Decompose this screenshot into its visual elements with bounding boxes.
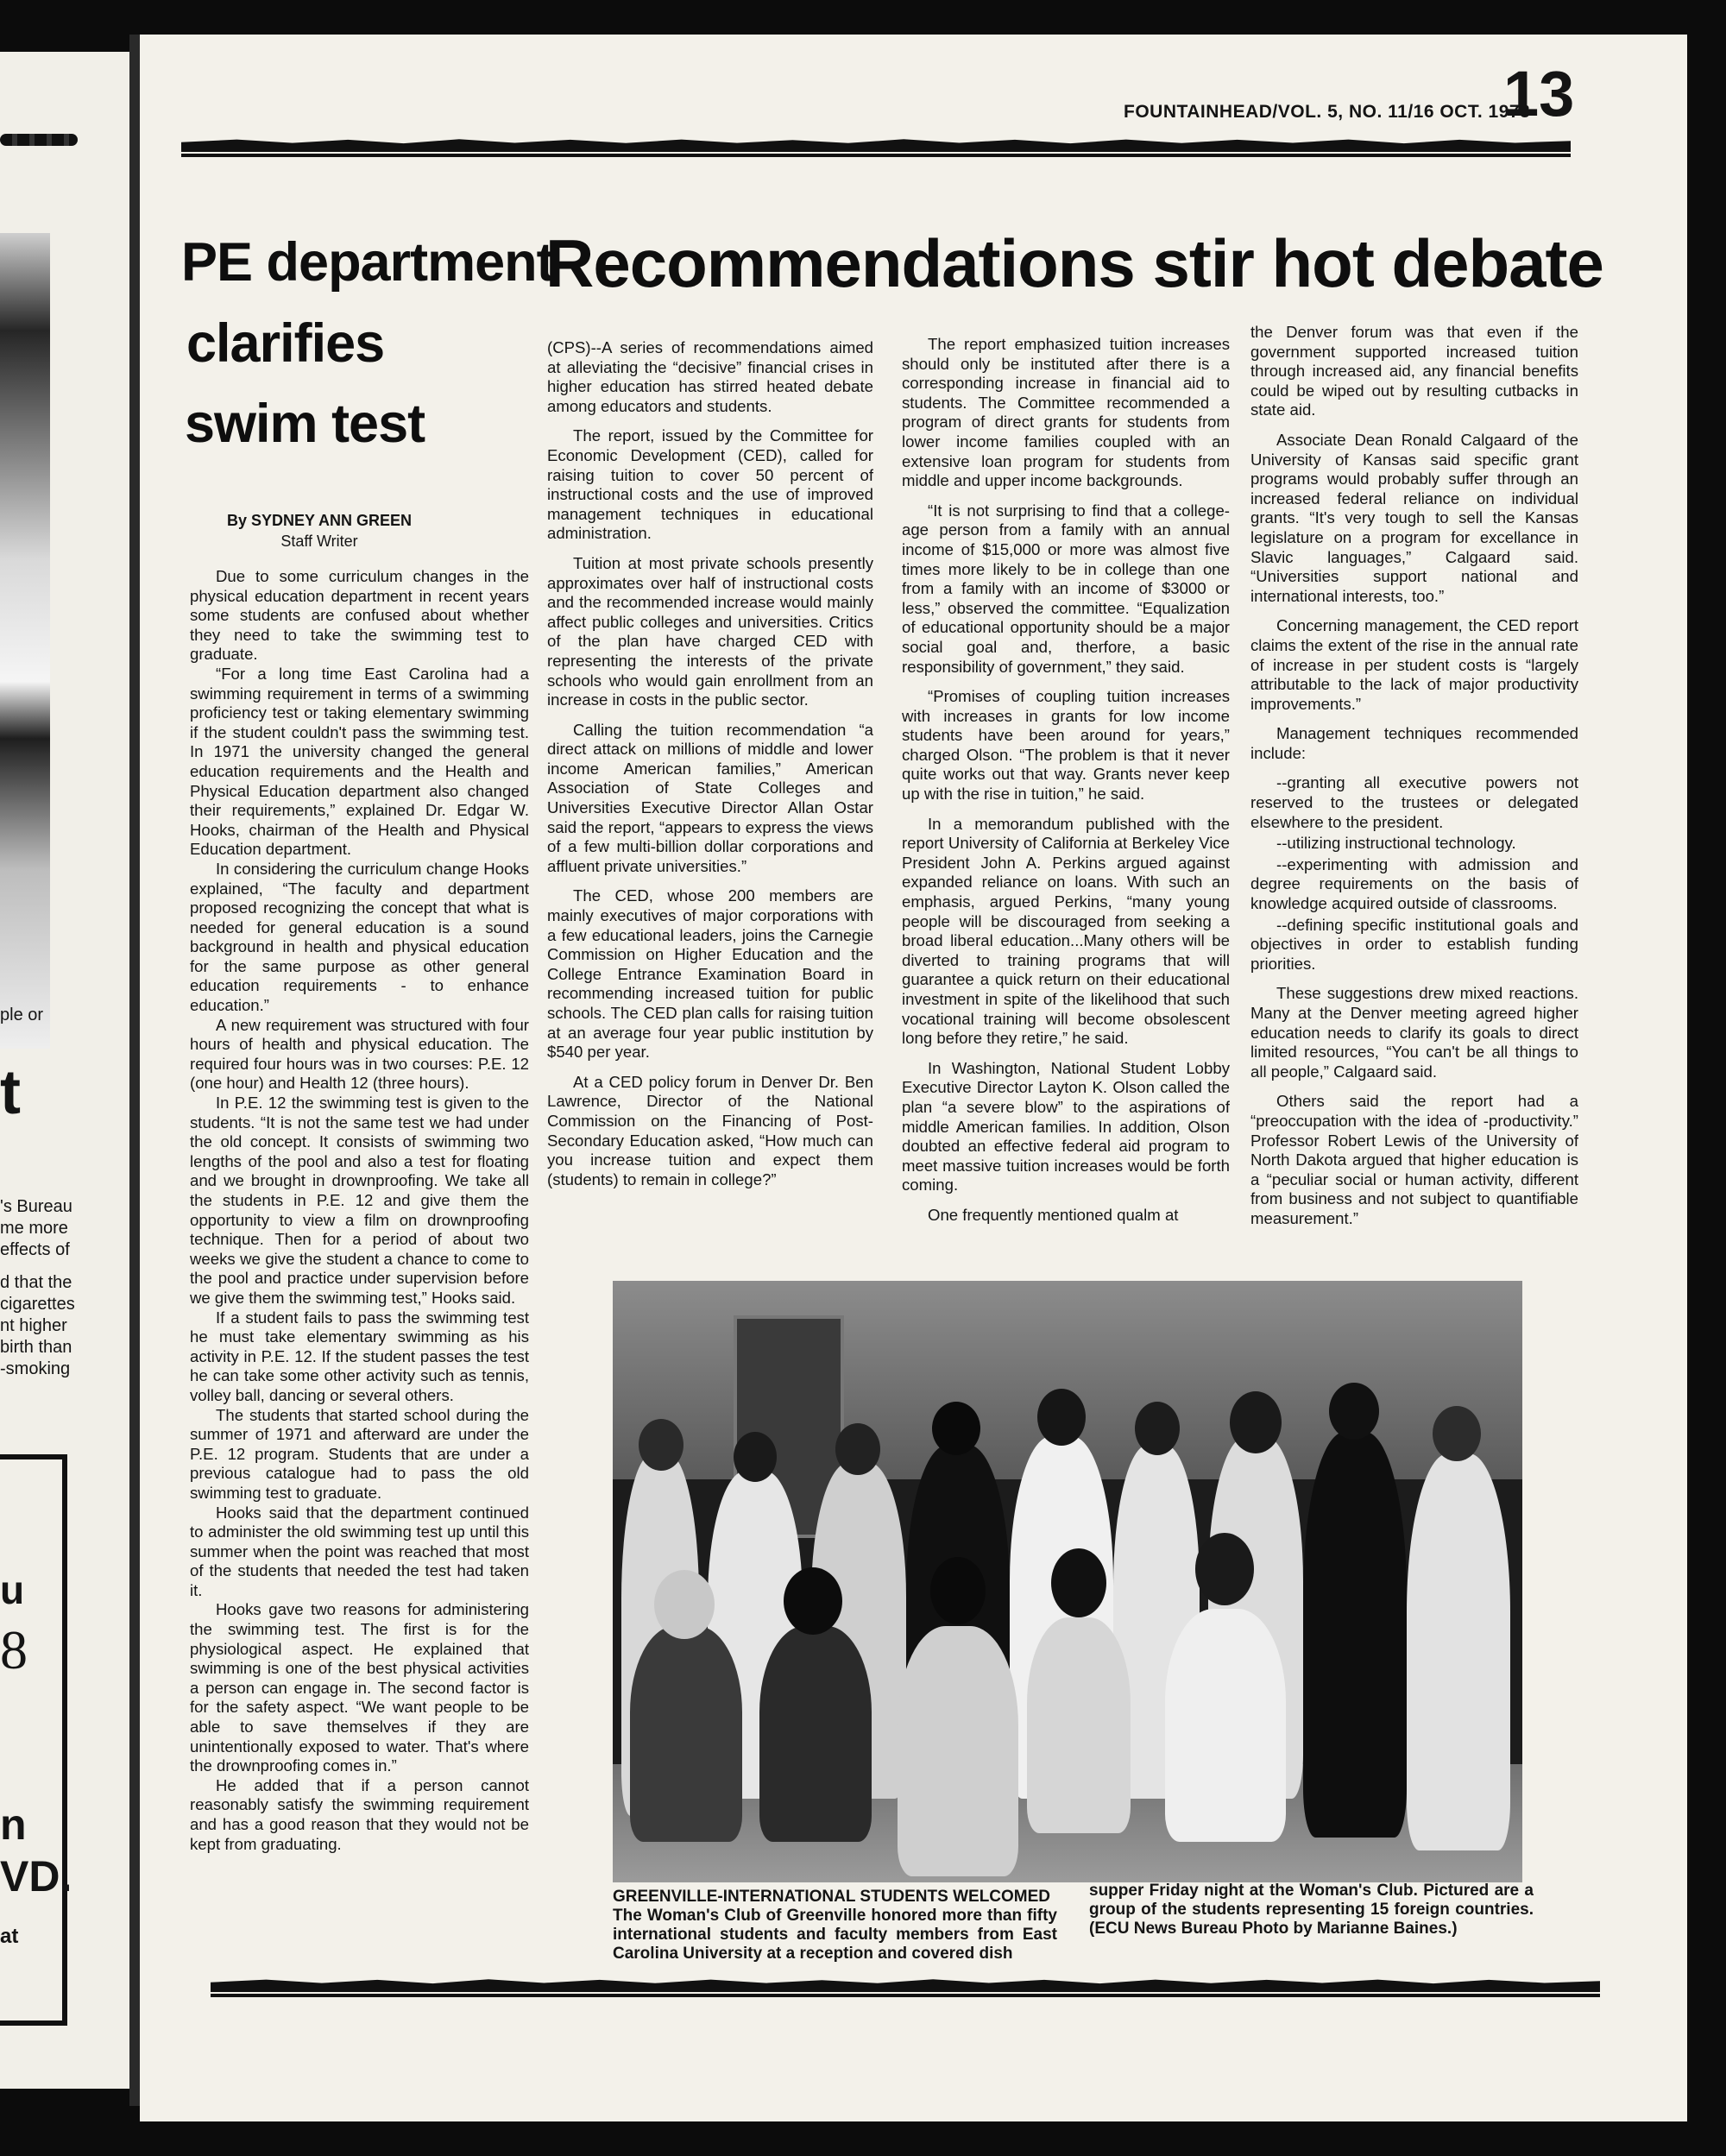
rec-paragraph: Tuition at most private schools presently approximates over half of instructional costs and the recommended increase would mainly affect public colleges and universities. Critics of the plan have charged CED with representing the interests of the private schools who would gain enrollment from an increase in costs in the public sector. xyxy=(547,553,873,709)
pe-paragraph: “For a long time East Carolina had a swimming requirement in terms of a swimming proficiency test or taking elementary swimming if the student couldn't pass the swimming test. In 1971 the university changed the general education requirements and the Health and Physical Education department also changed their requirements,” explained Dr. Edgar W. Hooks, chairman of the Health and Physical Education department. xyxy=(190,664,529,859)
pe-byline: By SYDNEY ANN GREEN xyxy=(226,512,413,529)
pe-paragraph: If a student fails to pass the swimming test he must take elementary swimming as his activity in P.E. 12. If the student passes the test he can take some other activity such as tennis, volley ball, dancing or several others. xyxy=(190,1308,529,1404)
left-fragment: effects of xyxy=(0,1240,70,1259)
rec-paragraph: In Washington, National Student Lobby Executive Director Layton K. Olson called the plan “a severe blow” to the aspirations of middle American families. In addition, Olson doubted an effective federal aid program to meet massive tuition increases would be forth coming. xyxy=(902,1058,1230,1195)
pe-paragraph: In considering the curriculum change Hooks explained, “The faculty and department proposed recognizing the concept that what is needed for general education is a sound background in health and physical education for the same purpose as other general education requirements - to enhance education.” xyxy=(190,859,529,1015)
rec-paragraph: The CED, whose 200 members are mainly executives of major corporations with a few educational leaders, joins the Carnegie Commission on Higher Education and the College Entrance Examination Board in recommending increased tuition for public schools. The CED plan calls for raising tuition at an average four year public institution by $540 per year. xyxy=(547,886,873,1062)
left-fragment: t xyxy=(0,1058,21,1127)
pe-paragraph: Due to some curriculum changes in the physical education department in recent years some students are confused about whether they need to take the swimming test to graduate. xyxy=(190,567,529,664)
rec-paragraph: The report emphasized tuition increases should only be instituted after there is a corresponding increase in financial aid to students. The Committee recommended a program of direct grants for students from lower income families coupled with an extensive loan program for students from middle and upper income backgrounds. xyxy=(902,335,1230,490)
rec-paragraph: Management techniques recommended include: xyxy=(1250,724,1578,762)
pe-paragraph: Hooks gave two reasons for administering the swimming test. The first is for the physiological aspect. He explained that swimming is one of the best physical activities a person can engage in. The second factor is for the safety aspect. “We want people to be able to save themselves if they are unintentionally exposed to water. That's where the drownproofing comes in.” xyxy=(190,1600,529,1775)
rec-article-column-1 xyxy=(547,338,873,1236)
left-fragment: at xyxy=(0,1925,19,1948)
rec-paragraph: “It is not surprising to find that a college-age person from a family with an annual income of $15,000 or more was almost five times more likely to be in college than one from a family with an income of $3000 or less,” observed the committee. “Equalization of educational opportunity should be a major social goal and, therfore, a basic responsibility of government,” they said. xyxy=(902,501,1230,676)
left-fragment: -smoking xyxy=(0,1359,71,1378)
left-fragment: VD. xyxy=(0,1852,72,1901)
left-fragment: birth than xyxy=(0,1338,72,1357)
rec-paragraph: Concerning management, the CED report claims the extent of the rise in the annual rate of increase in per student costs is “largely attributable to the lack of major productivity improvements.” xyxy=(1250,616,1578,713)
left-page-photo xyxy=(0,233,50,1049)
pe-byline-role: Staff Writer xyxy=(280,533,358,550)
pe-paragraph: Hooks said that the department continued to administer the old swimming test up until this summer when the point was reached that most of the students that needed the test had taken it. xyxy=(190,1503,529,1599)
left-fragment: nt higher xyxy=(0,1316,67,1335)
photo-caption-right: supper Friday night at the Woman's Club. Pictured are a group of the students representing 15 foreign countries. (ECU News Bureau Photo by Marianne Baines.) xyxy=(1089,1882,1534,1938)
pe-headline-line-2: clarifies xyxy=(186,313,385,374)
students-group-photo xyxy=(613,1281,1522,1882)
rec-paragraph: One frequently mentioned qualm at xyxy=(928,1205,1179,1224)
left-fragment: n xyxy=(0,1800,27,1849)
header-rule-solid xyxy=(181,154,1571,157)
rec-paragraph: At a CED policy forum in Denver Dr. Ben Lawrence, Director of the National Commission on the Financing of Post-Secondary Education asked, “How much can you increase tuition and expect them (students) to remain in college?” xyxy=(547,1072,873,1188)
footer-rule xyxy=(211,1978,1600,1992)
rec-paragraph: --granting all executive powers not reserved to the trustees or delegated elsewhere to the president. xyxy=(1250,773,1578,831)
rec-paragraph: Associate Dean Ronald Calgaard of the University of Kansas said specific grant programs would probably suffer through an increased federal reliance on individual grants. “It's very tough to sell the Kansas legislature on a program for excellance in Slavic languages,” Calgaard said. “Universities support national and international interests, too.” xyxy=(1250,430,1578,605)
left-fragment: u xyxy=(0,1567,25,1612)
newspaper-page xyxy=(140,35,1687,2121)
rec-paragraph: In a memorandum published with the report University of California at Berkeley Vice President John A. Perkins argued against expanded reliance on loans. With such an emphasis, argued Perkins, “many young people will be discouraged from seeking a broad liberal education...Many others will be diverted to training programs that will guarantee a quick return on their educational investment in spite of the likelihood that such vocational training will become obsolescent long before they retire,” he said. xyxy=(902,814,1230,1048)
left-fragment: cigarettes xyxy=(0,1295,75,1314)
rec-paragraph: --experimenting with admission and degree requirements on the basis of knowledge acquired outside of classrooms. xyxy=(1250,854,1578,913)
rec-paragraph: “Promises of coupling tuition increases with increases in grants for low income students have been around for years,” charged Olson. “The problem is that it never quite works out that way. Grants never keep up with the rise in tuition,” he said. xyxy=(902,687,1230,804)
rec-headline: Recommendations stir hot debate xyxy=(545,225,1603,301)
left-fragment: me more xyxy=(0,1219,68,1238)
rec-paragraph: The report, issued by the Committee for Economic Development (CED), called for raising tuition to cover 50 percent of instructional costs and the use of improved management techniques in educational administration. xyxy=(547,426,873,543)
pe-paragraph: He added that if a person cannot reasonably satisfy the swimming requirement and has a good reason that they would not be kept from graduating. xyxy=(190,1775,529,1853)
pe-paragraph: The students that started school during the summer of 1971 and afterward are under the P.E. 12 program. Students that are under a previous catalogue had to pass the old swimming test to graduate. xyxy=(190,1405,529,1502)
photo-caption-left xyxy=(613,1888,1057,1964)
rec-paragraph: (CPS)--A series of recommendations aimed at alleviating the “decisive” financial crises in higher education has stirred heated debate among educators and students. xyxy=(547,338,873,415)
pe-headline-line-3: swim test xyxy=(185,394,425,454)
publication-line: FOUNTAINHEAD/VOL. 5, NO. 11/16 OCT. 1973 xyxy=(1124,102,1531,122)
pe-article-column xyxy=(190,567,529,1854)
pe-headline-line-1: PE department xyxy=(181,232,554,293)
photo-caption-title: GREENVILLE-INTERNATIONAL STUDENTS WELCOMED xyxy=(613,1888,1051,1906)
photo-caption-body: The Woman's Club of Greenville honored more than fifty international students and faculty members from East Carolina University at a reception and covered dish xyxy=(613,1907,1057,1963)
page-number: 13 xyxy=(1503,58,1575,129)
left-fragment: 8 xyxy=(0,1619,28,1680)
left-fragment: ple or xyxy=(0,1006,44,1024)
rec-paragraph: These suggestions drew mixed reactions. Many at the Denver meeting agreed higher education needs to clarify its goals to direct limited resources, “You can't be all things to all people,” Calgaard said. xyxy=(1250,984,1578,1081)
rec-paragraph: --defining specific institutional goals and objectives in order to establish funding priorities. xyxy=(1250,915,1578,973)
left-fragment: 's Bureau xyxy=(0,1197,72,1216)
rec-paragraph: Others said the report had a “preoccupation with the idea of -productivity.” Professor Robert Lewis of the University of North Dakota argued that higher education is a “peculiar social or human activity, different from business and not subject to quantifiable measurement.” xyxy=(1250,1092,1578,1227)
left-fragment: d that the xyxy=(0,1273,72,1292)
footer-rule-solid xyxy=(211,1994,1600,1997)
header-rule xyxy=(181,138,1571,152)
page-gutter xyxy=(129,35,140,2106)
pe-paragraph: A new requirement was structured with four hours of health and physical education. The required four hours was in two courses: P.E. 12 (one hour) and Health 12 (three hours). xyxy=(190,1015,529,1093)
rec-paragraph: --utilizing instructional technology. xyxy=(1276,834,1516,853)
rec-article-column-3 xyxy=(1250,323,1578,1239)
pe-paragraph: In P.E. 12 the swimming test is given to the students. “It is not the same test we had under the old concept. It consists of swimming two lengths of the pool and also a test for floating and we brought in drownproofing. We take all the students in P.E. 12 and give them the opportunity to view a film on drownproofing technique. Then for a period of about two weeks we give the student a chance to come to the pool and practice under supervision before we give them the swimming test,” Hooks said. xyxy=(190,1094,529,1307)
left-page-rule xyxy=(0,134,78,146)
left-page-fragment xyxy=(0,52,129,2089)
rec-article-column-2 xyxy=(902,335,1230,1238)
rec-paragraph: the Denver forum was that even if the government supported increased tuition through increased aid, any financial benefits could be wiped out by resulting cutbacks in state aid. xyxy=(1250,323,1578,419)
rec-paragraph: Calling the tuition recommendation “a direct attack on millions of middle and lower income American families,” American Association of State Colleges and Universities Executive Director Allan Ostar said the report, “appears to express the views of a few multi-billion dollar corporations and affluent private universities.” xyxy=(547,720,873,875)
